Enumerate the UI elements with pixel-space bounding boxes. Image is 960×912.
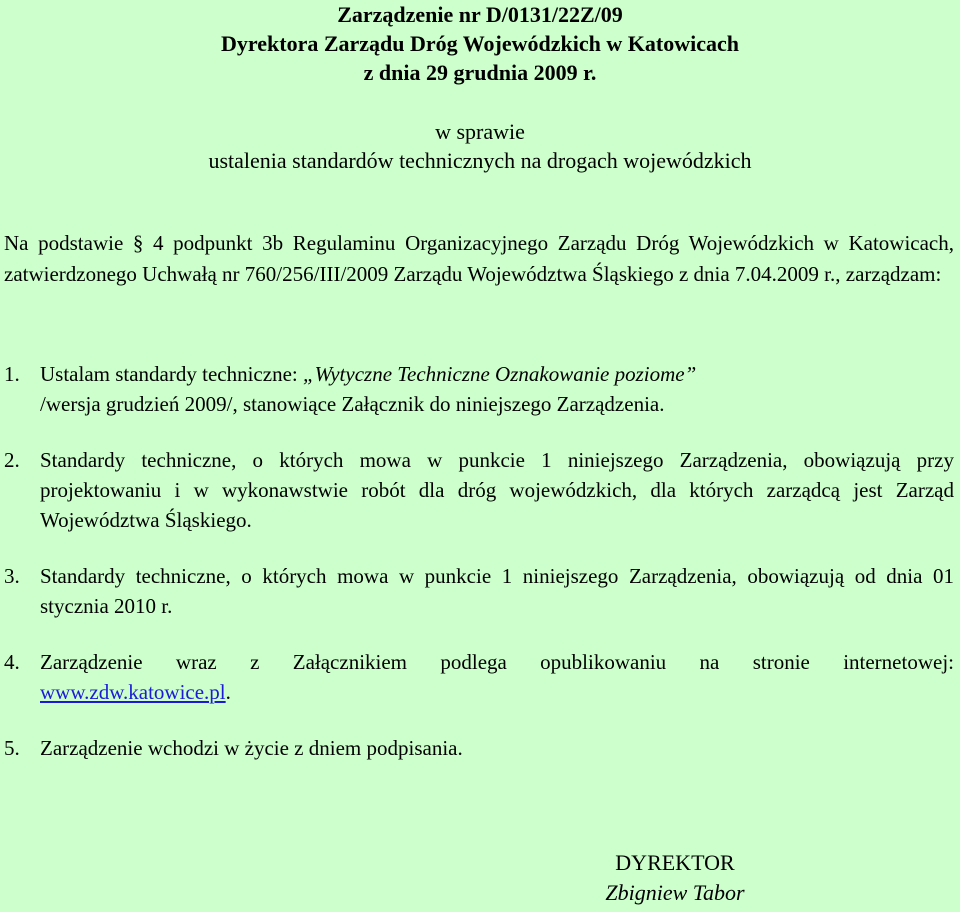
document-title: Zarządzenie nr D/0131/22Z/09 [337, 2, 623, 27]
legal-basis-paragraph: Na podstawie § 4 podpunkt 3b Regulaminu Organizacyjnego Zarządu Dróg Wojewódzkich w Katowicach, zatwierdzonego Uchwałą nr 760/256/III/2009 Zarządu Województwa Śląskiego z dnia 7.04.2009 r., zarządzam: [4, 231, 954, 286]
signatory-title: DYREKTOR [615, 850, 735, 875]
item-number: 2. [4, 448, 20, 472]
item-text: Ustalam standardy techniczne: [40, 362, 303, 386]
list-item [4, 445, 954, 535]
date-line: z dnia 29 grudnia 2009 r. [363, 60, 597, 85]
item-text: Zarządzenie wchodzi w życie z dniem podpisania. [40, 736, 463, 760]
list-item [4, 733, 954, 763]
subject-text: ustalenia standardów technicznych na drogach wojewódzkich [208, 148, 752, 173]
issuer-line: Dyrektora Zarządu Dróg Wojewódzkich w Katowicach [221, 31, 739, 56]
item-body [40, 359, 954, 419]
website-link[interactable]: www.zdw.katowice.pl [40, 680, 226, 704]
item-number: 4. [4, 650, 20, 674]
subject-intro: w sprawie [435, 119, 525, 144]
item-number: 1. [4, 362, 20, 386]
item-number: 3. [4, 564, 20, 588]
signatory-name: Zbigniew Tabor [605, 880, 745, 905]
item-body [40, 647, 954, 707]
item-text-continuation: /wersja grudzień 2009/, stanowiące Załącznik do niniejszego Zarządzenia. [40, 392, 665, 416]
item-text: Standardy techniczne, o których mowa w punkcie 1 niniejszego Zarządzenia, obowiązują przy projektowaniu i w wykonawstwie robót dla dróg wojewódzkich, dla których zarządcą jest Zarząd Województwa Śląskiego. [40, 448, 954, 532]
item-number: 5. [4, 736, 20, 760]
list-item [4, 561, 954, 621]
link-period: . [225, 680, 231, 704]
list-item [4, 647, 954, 707]
document-header [0, 0, 960, 87]
document-subject [0, 117, 960, 175]
list-item [4, 359, 954, 419]
signature-block [590, 848, 760, 908]
item-text: Standardy techniczne, o których mowa w punkcie 1 niniejszego Zarządzenia, obowiązują od dnia 01 stycznia 2010 r. [40, 564, 954, 618]
item-text: Zarządzenie wraz z Załącznikiem podlega opublikowaniu na stronie internetowej: [40, 650, 954, 674]
document-name: „Wytyczne Techniczne Oznakowanie poziome” [302, 362, 697, 386]
